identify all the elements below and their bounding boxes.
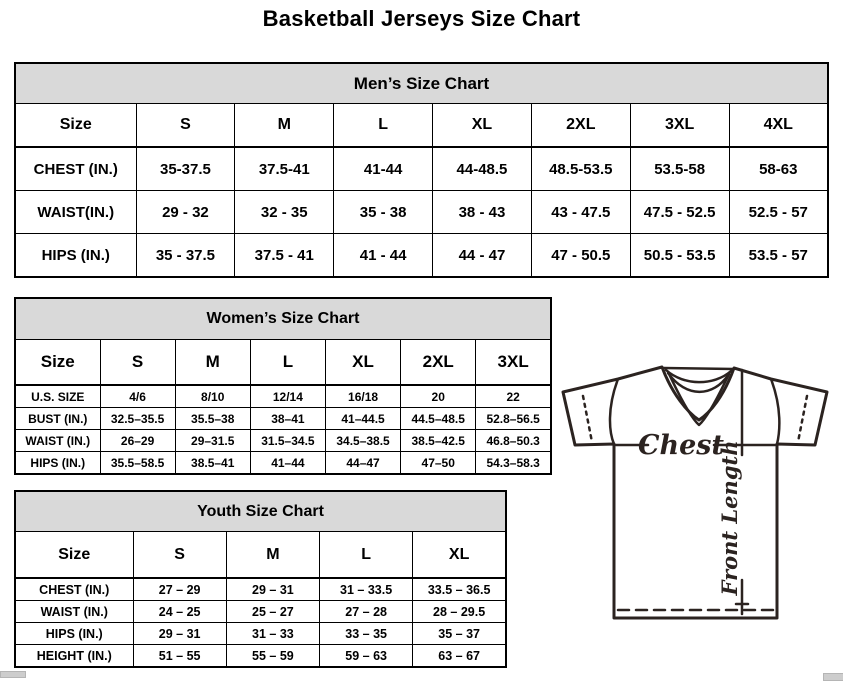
chest-label: Chest: [638, 430, 724, 461]
mens-size-value: 48.5-53.5: [531, 147, 630, 191]
womens-size-value: 44.5–48.5: [401, 408, 476, 430]
mens-size-value: 44 - 47: [433, 234, 532, 278]
youth-chart-title: Youth Size Chart: [15, 491, 506, 532]
front-length-label: Front Length: [717, 440, 742, 596]
womens-size-value: 4/6: [100, 385, 175, 408]
mens-column-header: 2XL: [531, 104, 630, 148]
youth-table-row: [15, 623, 506, 645]
collar-top-line: [664, 368, 734, 369]
mens-size-value: 35 - 38: [334, 191, 433, 234]
youth-column-header: L: [320, 532, 413, 579]
mens-size-value: 35-37.5: [136, 147, 235, 191]
youth-size-value: 55 – 59: [226, 645, 319, 668]
mens-size-value: 50.5 - 53.5: [630, 234, 729, 278]
mens-table-row: [15, 147, 828, 191]
womens-size-value: 20: [401, 385, 476, 408]
youth-size-value: 59 – 63: [320, 645, 413, 668]
youth-table-row: [15, 578, 506, 601]
right-cuff-dashed-line: [798, 396, 807, 442]
womens-size-value: 41–44.5: [325, 408, 400, 430]
youth-table-row: [15, 601, 506, 623]
womens-column-header: S: [100, 340, 175, 386]
youth-size-value: 35 – 37: [413, 623, 506, 645]
mens-size-value: 41 - 44: [334, 234, 433, 278]
womens-size-value: 38.5–42.5: [401, 430, 476, 452]
womens-size-chart-table: [14, 297, 552, 475]
youth-size-value: 27 – 28: [320, 601, 413, 623]
womens-size-value: 54.3–58.3: [476, 452, 551, 475]
mens-size-value: 47 - 50.5: [531, 234, 630, 278]
mens-table-row: [15, 191, 828, 234]
mens-size-value: 37.5-41: [235, 147, 334, 191]
mens-row-label: HIPS (IN.): [15, 234, 136, 278]
mens-size-value: 47.5 - 52.5: [630, 191, 729, 234]
womens-size-value: 47–50: [401, 452, 476, 475]
mens-column-header: M: [235, 104, 334, 148]
left-shoulder-seam: [610, 379, 618, 444]
womens-size-value: 34.5–38.5: [325, 430, 400, 452]
mens-row-label: WAIST(IN.): [15, 191, 136, 234]
womens-column-header: 3XL: [476, 340, 551, 386]
womens-size-value: 38.5–41: [175, 452, 250, 475]
womens-column-header: XL: [325, 340, 400, 386]
mens-size-value: 43 - 47.5: [531, 191, 630, 234]
scrollbar-fragment-right[interactable]: [823, 673, 843, 681]
youth-size-value: 33 – 35: [320, 623, 413, 645]
womens-chart-title: Women’s Size Chart: [15, 298, 551, 340]
youth-size-value: 28 – 29.5: [413, 601, 506, 623]
page-title: Basketball Jerseys Size Chart: [262, 6, 581, 31]
womens-size-value: 26–29: [100, 430, 175, 452]
womens-column-header: M: [175, 340, 250, 386]
womens-size-value: 38–41: [250, 408, 325, 430]
mens-size-chart-table: [14, 62, 829, 278]
womens-table-row: [15, 430, 551, 452]
youth-row-label: CHEST (IN.): [15, 578, 133, 601]
mens-column-header: 4XL: [729, 104, 828, 148]
womens-column-header: 2XL: [401, 340, 476, 386]
womens-size-value: 35.5–58.5: [100, 452, 175, 475]
womens-size-value: 31.5–34.5: [250, 430, 325, 452]
youth-size-value: 51 – 55: [133, 645, 226, 668]
youth-row-label: HEIGHT (IN.): [15, 645, 133, 668]
mens-size-value: 53.5 - 57: [729, 234, 828, 278]
womens-size-value: 46.8–50.3: [476, 430, 551, 452]
womens-size-value: 41–44: [250, 452, 325, 475]
mens-size-value: 41-44: [334, 147, 433, 191]
jersey-measurement-diagram: [556, 358, 843, 643]
youth-column-header: S: [133, 532, 226, 579]
womens-size-value: 12/14: [250, 385, 325, 408]
womens-row-label: WAIST (IN.): [15, 430, 100, 452]
youth-size-value: 27 – 29: [133, 578, 226, 601]
womens-table-row: [15, 408, 551, 430]
mens-column-header: XL: [433, 104, 532, 148]
mens-size-value: 53.5-58: [630, 147, 729, 191]
mens-column-header: 3XL: [630, 104, 729, 148]
youth-column-header: XL: [413, 532, 506, 579]
womens-row-label: BUST (IN.): [15, 408, 100, 430]
youth-table-row: [15, 645, 506, 668]
mens-chart-title: Men’s Size Chart: [15, 63, 828, 104]
youth-size-value: 63 – 67: [413, 645, 506, 668]
youth-size-value: 31 – 33: [226, 623, 319, 645]
mens-column-header: S: [136, 104, 235, 148]
womens-size-value: 32.5–35.5: [100, 408, 175, 430]
womens-column-header: Size: [15, 340, 100, 386]
youth-size-value: 24 – 25: [133, 601, 226, 623]
mens-size-value: 44-48.5: [433, 147, 532, 191]
mens-table-row: [15, 234, 828, 278]
youth-size-value: 33.5 – 36.5: [413, 578, 506, 601]
youth-size-value: 29 – 31: [133, 623, 226, 645]
womens-table-row: [15, 385, 551, 408]
mens-size-value: 29 - 32: [136, 191, 235, 234]
womens-column-header: L: [250, 340, 325, 386]
youth-size-chart-table: [14, 490, 507, 668]
mens-size-value: 37.5 - 41: [235, 234, 334, 278]
womens-row-label: U.S. SIZE: [15, 385, 100, 408]
mens-size-value: 35 - 37.5: [136, 234, 235, 278]
youth-size-value: 29 – 31: [226, 578, 319, 601]
womens-size-value: 8/10: [175, 385, 250, 408]
scrollbar-fragment-left[interactable]: [0, 671, 26, 678]
left-cuff-dashed-line: [583, 396, 592, 442]
mens-column-header: Size: [15, 104, 136, 148]
mens-size-value: 58-63: [729, 147, 828, 191]
mens-size-value: 38 - 43: [433, 191, 532, 234]
womens-size-value: 35.5–38: [175, 408, 250, 430]
womens-size-value: 29–31.5: [175, 430, 250, 452]
womens-row-label: HIPS (IN.): [15, 452, 100, 475]
mens-size-value: 52.5 - 57: [729, 191, 828, 234]
womens-size-value: 52.8–56.5: [476, 408, 551, 430]
youth-column-header: Size: [15, 532, 133, 579]
mens-size-value: 32 - 35: [235, 191, 334, 234]
mens-column-header: L: [334, 104, 433, 148]
youth-size-value: 31 – 33.5: [320, 578, 413, 601]
mens-row-label: CHEST (IN.): [15, 147, 136, 191]
youth-size-value: 25 – 27: [226, 601, 319, 623]
youth-row-label: WAIST (IN.): [15, 601, 133, 623]
jersey-outline-shape: [563, 367, 827, 618]
womens-size-value: 22: [476, 385, 551, 408]
youth-column-header: M: [226, 532, 319, 579]
womens-size-value: 16/18: [325, 385, 400, 408]
womens-table-row: [15, 452, 551, 475]
youth-row-label: HIPS (IN.): [15, 623, 133, 645]
right-shoulder-seam: [771, 379, 779, 444]
womens-size-value: 44–47: [325, 452, 400, 475]
